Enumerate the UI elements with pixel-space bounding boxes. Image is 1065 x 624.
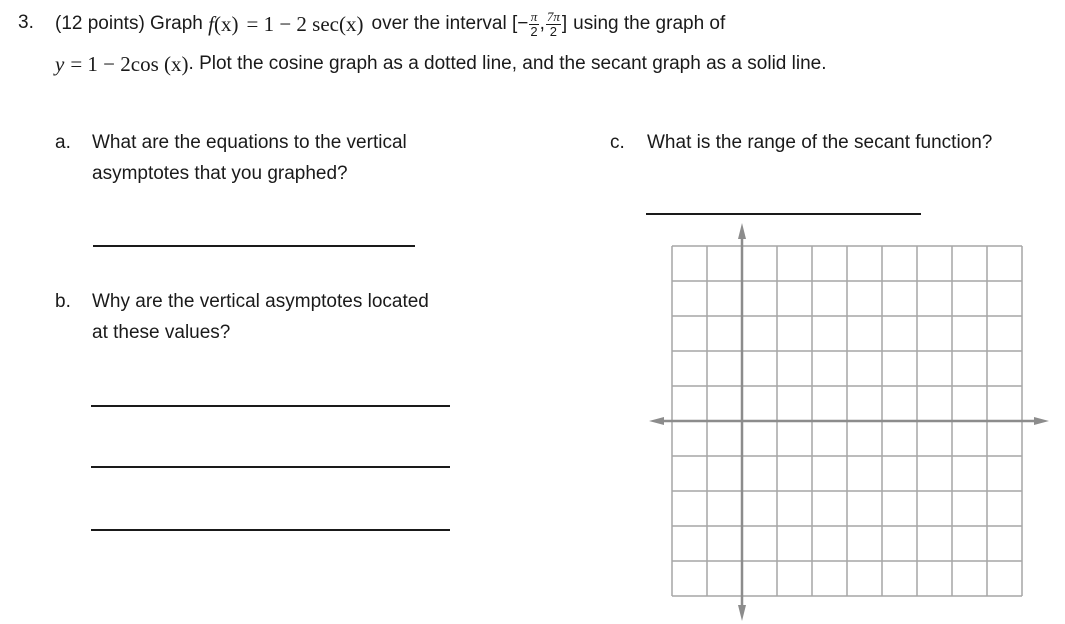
question-b-text-line2: at these values? — [92, 322, 231, 343]
function-argument: (x) — [213, 11, 239, 36]
interval-left-denominator: 2 — [530, 23, 538, 39]
problem-statement-line1 — [55, 6, 725, 42]
answer-b-blank-1[interactable] — [91, 405, 450, 407]
answer-b-blank-2[interactable] — [91, 466, 450, 468]
problem-number: 3. — [18, 12, 34, 33]
interval-close-bracket: ] — [561, 13, 568, 34]
question-a-label: a. — [55, 132, 71, 153]
interval-right-numerator: 7π — [546, 8, 560, 24]
x-axis-left-arrow — [649, 417, 664, 425]
cosine-equation: = 1 − 2cos — [70, 51, 165, 76]
function-name: f — [208, 11, 214, 36]
question-b-text-line1: Why are the vertical asymptotes located — [92, 291, 429, 312]
y-axis-up-arrow — [738, 223, 746, 239]
question-a-text-line2: asymptotes that you graphed? — [92, 163, 348, 184]
function-rhs: = 1 − 2 sec — [246, 11, 339, 36]
question-c-text: What is the range of the secant function? — [647, 132, 993, 153]
x-axis-right-arrow — [1034, 417, 1049, 425]
answer-b-blank-3[interactable] — [91, 529, 450, 531]
using-graph-text: using the graph of — [573, 13, 726, 34]
plot-instructions: . Plot the cosine graph as a dotted line, and the secant graph as a solid line. — [188, 53, 827, 74]
problem-statement-line2 — [55, 50, 827, 78]
interval-text: over the interval [− — [371, 13, 529, 34]
cosine-equation-argument: (x) — [164, 51, 189, 76]
y-axis-down-arrow — [738, 605, 746, 621]
answer-a-blank[interactable] — [93, 245, 415, 247]
question-b-label: b. — [55, 291, 71, 312]
cosine-equation-y: y — [55, 51, 65, 76]
function-rhs-argument: (x) — [339, 11, 364, 36]
interval-comma: , — [539, 13, 545, 34]
answer-c-blank[interactable] — [646, 213, 921, 215]
question-a-text-line1: What are the equations to the vertical — [92, 132, 407, 153]
coordinate-grid[interactable] — [648, 220, 1052, 624]
question-c-label: c. — [610, 132, 625, 153]
interval-left-fraction — [529, 10, 538, 39]
interval-right-denominator: 2 — [549, 23, 557, 39]
points-text: (12 points) Graph — [55, 13, 209, 34]
interval-right-fraction — [546, 10, 561, 39]
interval-left-numerator: π — [530, 8, 538, 24]
